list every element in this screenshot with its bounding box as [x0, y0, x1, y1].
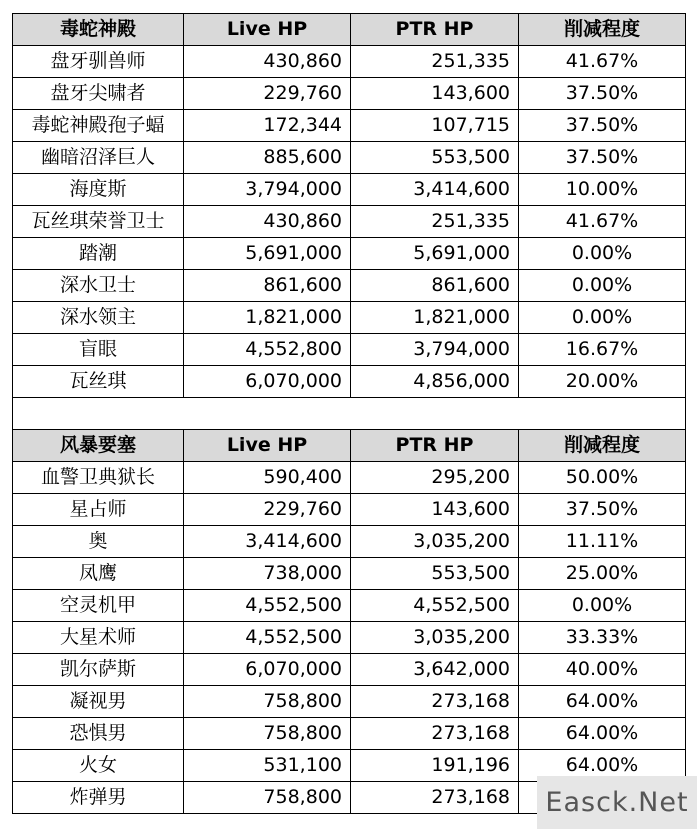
boss-name: 凝视男	[13, 686, 184, 718]
boss-name: 海度斯	[13, 174, 184, 206]
header-ptr-hp: PTR HP	[351, 14, 519, 46]
reduction-value: 0.00%	[519, 238, 686, 270]
ptr-hp-value: 107,715	[351, 110, 519, 142]
reduction-value: 10.00%	[519, 174, 686, 206]
boss-name: 盘牙尖啸者	[13, 78, 184, 110]
ptr-hp-value: 3,414,600	[351, 174, 519, 206]
reduction-value: 50.00%	[519, 462, 686, 494]
ptr-hp-value: 1,821,000	[351, 302, 519, 334]
ptr-hp-value: 273,168	[351, 718, 519, 750]
ptr-hp-value: 273,168	[351, 686, 519, 718]
table-row	[13, 494, 686, 526]
reduction-value: 16.67%	[519, 334, 686, 366]
header-reduction: 削减程度	[519, 430, 686, 462]
boss-name: 空灵机甲	[13, 590, 184, 622]
table-body	[13, 14, 686, 814]
reduction-value: 0.00%	[519, 590, 686, 622]
ptr-hp-value: 4,552,500	[351, 590, 519, 622]
ptr-hp-value: 191,196	[351, 750, 519, 782]
boss-name: 大星术师	[13, 622, 184, 654]
boss-name: 火女	[13, 750, 184, 782]
live-hp-value: 5,691,000	[184, 238, 351, 270]
ptr-hp-value: 553,500	[351, 558, 519, 590]
table-row	[13, 302, 686, 334]
boss-name: 幽暗沼泽巨人	[13, 142, 184, 174]
reduction-value: 20.00%	[519, 366, 686, 398]
reduction-value: 37.50%	[519, 142, 686, 174]
ptr-hp-value: 273,168	[351, 782, 519, 814]
table-row	[13, 558, 686, 590]
reduction-value: 37.50%	[519, 494, 686, 526]
live-hp-value: 531,100	[184, 750, 351, 782]
ptr-hp-value: 295,200	[351, 462, 519, 494]
boss-name: 凤鹰	[13, 558, 184, 590]
ptr-hp-value: 3,035,200	[351, 526, 519, 558]
reduction-value: 40.00%	[519, 654, 686, 686]
ptr-hp-value: 5,691,000	[351, 238, 519, 270]
live-hp-value: 3,794,000	[184, 174, 351, 206]
table-row	[13, 622, 686, 654]
spacer-cell	[13, 398, 686, 430]
table-row	[13, 334, 686, 366]
reduction-value: 64.00%	[519, 718, 686, 750]
reduction-value: 0.00%	[519, 270, 686, 302]
table-row	[13, 718, 686, 750]
live-hp-value: 4,552,800	[184, 334, 351, 366]
boss-name: 深水卫士	[13, 270, 184, 302]
reduction-value: 41.67%	[519, 46, 686, 78]
table-row	[13, 206, 686, 238]
ptr-hp-value: 251,335	[351, 206, 519, 238]
hp-comparison-table	[12, 13, 686, 814]
boss-name: 凯尔萨斯	[13, 654, 184, 686]
reduction-value: 25.00%	[519, 558, 686, 590]
reduction-value: 64.00%	[519, 750, 686, 782]
boss-name: 恐惧男	[13, 718, 184, 750]
boss-name: 瓦丝琪	[13, 366, 184, 398]
section-spacer	[13, 398, 686, 430]
live-hp-value: 430,860	[184, 206, 351, 238]
header-live-hp: Live HP	[184, 430, 351, 462]
section-title: 毒蛇神殿	[13, 14, 184, 46]
boss-name: 踏潮	[13, 238, 184, 270]
table-row	[13, 110, 686, 142]
live-hp-value: 6,070,000	[184, 654, 351, 686]
ptr-hp-value: 861,600	[351, 270, 519, 302]
boss-name: 瓦丝琪荣誉卫士	[13, 206, 184, 238]
reduction-value: 37.50%	[519, 110, 686, 142]
live-hp-value: 590,400	[184, 462, 351, 494]
section-title: 风暴要塞	[13, 430, 184, 462]
ptr-hp-value: 3,035,200	[351, 622, 519, 654]
section-header-row	[13, 14, 686, 46]
ptr-hp-value: 3,642,000	[351, 654, 519, 686]
ptr-hp-value: 143,600	[351, 494, 519, 526]
table-row	[13, 654, 686, 686]
live-hp-value: 6,070,000	[184, 366, 351, 398]
boss-name: 奥	[13, 526, 184, 558]
table-row	[13, 78, 686, 110]
ptr-hp-value: 143,600	[351, 78, 519, 110]
table-row	[13, 686, 686, 718]
table-row	[13, 46, 686, 78]
live-hp-value: 3,414,600	[184, 526, 351, 558]
live-hp-value: 172,344	[184, 110, 351, 142]
table-row	[13, 174, 686, 206]
live-hp-value: 758,800	[184, 686, 351, 718]
boss-name: 血警卫典狱长	[13, 462, 184, 494]
live-hp-value: 738,000	[184, 558, 351, 590]
reduction-value: 41.67%	[519, 206, 686, 238]
live-hp-value: 229,760	[184, 78, 351, 110]
ptr-hp-value: 4,856,000	[351, 366, 519, 398]
live-hp-value: 758,800	[184, 782, 351, 814]
boss-name: 盘牙驯兽师	[13, 46, 184, 78]
table-row	[13, 526, 686, 558]
watermark-logo: Easck.Net	[537, 776, 697, 829]
reduction-value: 33.33%	[519, 622, 686, 654]
ptr-hp-value: 3,794,000	[351, 334, 519, 366]
boss-name: 炸弹男	[13, 782, 184, 814]
table-row	[13, 142, 686, 174]
live-hp-value: 4,552,500	[184, 590, 351, 622]
live-hp-value: 861,600	[184, 270, 351, 302]
reduction-value: 37.50%	[519, 78, 686, 110]
table-row	[13, 270, 686, 302]
header-live-hp: Live HP	[184, 14, 351, 46]
ptr-hp-value: 553,500	[351, 142, 519, 174]
boss-name: 毒蛇神殿孢子蝠	[13, 110, 184, 142]
table-row	[13, 366, 686, 398]
table-row	[13, 238, 686, 270]
reduction-value: 64.00%	[519, 686, 686, 718]
table-row	[13, 590, 686, 622]
live-hp-value: 4,552,500	[184, 622, 351, 654]
boss-name: 盲眼	[13, 334, 184, 366]
reduction-value: 11.11%	[519, 526, 686, 558]
reduction-value: 0.00%	[519, 302, 686, 334]
header-ptr-hp: PTR HP	[351, 430, 519, 462]
live-hp-value: 758,800	[184, 718, 351, 750]
boss-name: 深水领主	[13, 302, 184, 334]
header-reduction: 削减程度	[519, 14, 686, 46]
section-header-row	[13, 430, 686, 462]
live-hp-value: 229,760	[184, 494, 351, 526]
live-hp-value: 885,600	[184, 142, 351, 174]
table-row	[13, 462, 686, 494]
boss-name: 星占师	[13, 494, 184, 526]
ptr-hp-value: 251,335	[351, 46, 519, 78]
live-hp-value: 430,860	[184, 46, 351, 78]
live-hp-value: 1,821,000	[184, 302, 351, 334]
